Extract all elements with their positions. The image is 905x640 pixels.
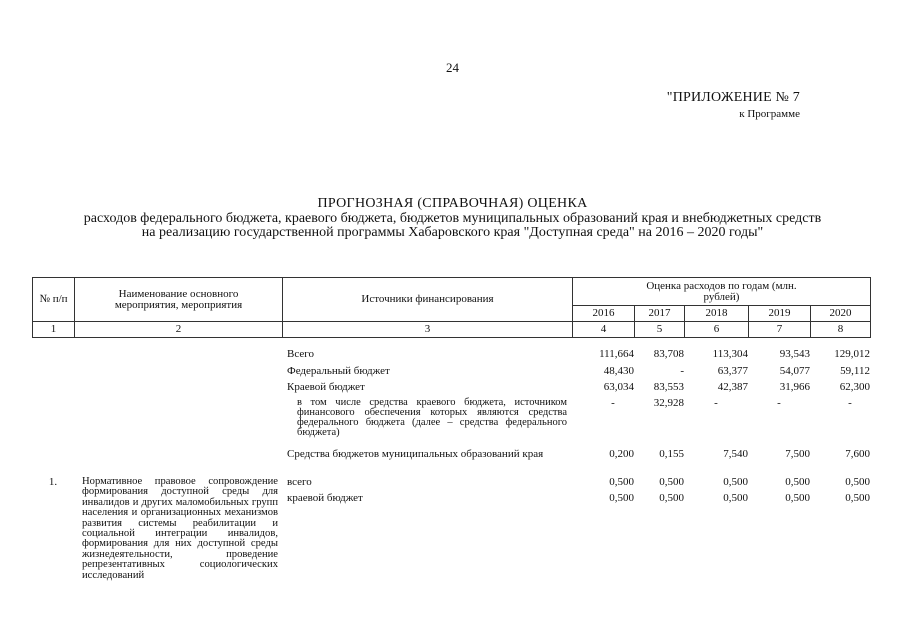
- value-cell: 63,377: [717, 365, 748, 377]
- value-cell: -: [777, 397, 781, 409]
- value-cell: 111,664: [599, 348, 634, 360]
- value-cell: 32,928: [653, 397, 684, 409]
- page-number: 24: [446, 60, 459, 75]
- column-number: 3: [283, 322, 573, 338]
- header-year: 2016: [573, 306, 635, 322]
- appendix-subtitle: к Программе: [739, 108, 800, 120]
- source-label: Средства бюджетов муниципальных образований края: [287, 448, 544, 460]
- value-cell: 62,300: [839, 381, 870, 393]
- value-cell: 7,540: [723, 448, 748, 460]
- header-year: 2020: [811, 306, 871, 322]
- value-cell: -: [680, 365, 684, 377]
- source-label: в том числе средства краевого бюджета, источником финансового обеспечения которых являются средства федерального бюджета (далее – средства федерального бюджета): [297, 397, 567, 438]
- column-number: 4: [573, 322, 635, 338]
- header-year: 2017: [635, 306, 685, 322]
- value-cell: 0,500: [659, 492, 684, 504]
- value-cell: 59,112: [840, 365, 870, 377]
- subtitle-line: на реализацию государственной программы Хабаровского края "Доступная среда" на 2016 – 2020 годы": [141, 225, 764, 240]
- source-label: Федеральный бюджет: [287, 365, 390, 377]
- value-cell: 93,543: [779, 348, 810, 360]
- value-cell: 129,012: [834, 348, 870, 360]
- column-number: 7: [749, 322, 811, 338]
- appendix-title: "ПРИЛОЖЕНИЕ № 7: [666, 90, 800, 105]
- column-number: 1: [33, 322, 75, 338]
- value-cell: 0,155: [659, 448, 684, 460]
- value-cell: 0,500: [845, 492, 870, 504]
- source-label: Всего: [287, 348, 314, 360]
- value-cell: -: [714, 397, 718, 409]
- header-num: № п/п: [33, 278, 75, 322]
- source-label: Краевой бюджет: [287, 381, 365, 393]
- value-cell: -: [611, 397, 615, 409]
- value-cell: -: [848, 397, 852, 409]
- value-cell: 63,034: [603, 381, 634, 393]
- value-cell: 0,500: [723, 476, 748, 488]
- document-title: ПРОГНОЗНАЯ (СПРАВОЧНАЯ) ОЦЕНКА: [317, 196, 588, 211]
- value-cell: 83,708: [653, 348, 684, 360]
- source-label: краевой бюджет: [287, 492, 363, 504]
- value-cell: 0,200: [609, 448, 634, 460]
- value-cell: 7,600: [845, 448, 870, 460]
- value-cell: 0,500: [609, 476, 634, 488]
- value-cell: 0,500: [845, 476, 870, 488]
- column-number: 2: [75, 322, 283, 338]
- value-cell: 7,500: [785, 448, 810, 460]
- header-year: 2018: [685, 306, 749, 322]
- header-source: Источники финансирования: [283, 278, 573, 322]
- value-cell: 0,500: [785, 492, 810, 504]
- value-cell: 0,500: [785, 476, 810, 488]
- item-number: 1.: [48, 476, 58, 488]
- estimate-table-header: [32, 277, 871, 338]
- column-number: 6: [685, 322, 749, 338]
- document-subtitle: [40, 212, 865, 240]
- value-cell: 42,387: [717, 381, 748, 393]
- column-number: 8: [811, 322, 871, 338]
- header-estimate: Оценка расходов по годам (млн. рублей): [573, 278, 871, 306]
- value-cell: 48,430: [603, 365, 634, 377]
- header-measure: Наименование основного мероприятия, мероприятия: [75, 278, 283, 322]
- measure-name: Нормативное правовое сопровождение формирования доступной среды для инвалидов и других маломобильных групп населения и организационных механизмов развития системы реабилитации и социальной интеграции инвалидов, формирования для них доступной среды жизнедеятельности, проведение репрезентативных социологических исследований: [82, 476, 278, 581]
- value-cell: 83,553: [653, 381, 684, 393]
- value-cell: 0,500: [609, 492, 634, 504]
- value-cell: 31,966: [779, 381, 810, 393]
- subtitle-line: расходов федерального бюджета, краевого бюджета, бюджетов муниципальных образований края и внебюджетных средств: [83, 211, 822, 226]
- column-number: 5: [635, 322, 685, 338]
- value-cell: 0,500: [659, 476, 684, 488]
- source-label: всего: [287, 476, 312, 488]
- value-cell: 54,077: [779, 365, 810, 377]
- value-cell: 113,304: [712, 348, 748, 360]
- header-year: 2019: [749, 306, 811, 322]
- appendix-label: [660, 90, 800, 120]
- value-cell: 0,500: [723, 492, 748, 504]
